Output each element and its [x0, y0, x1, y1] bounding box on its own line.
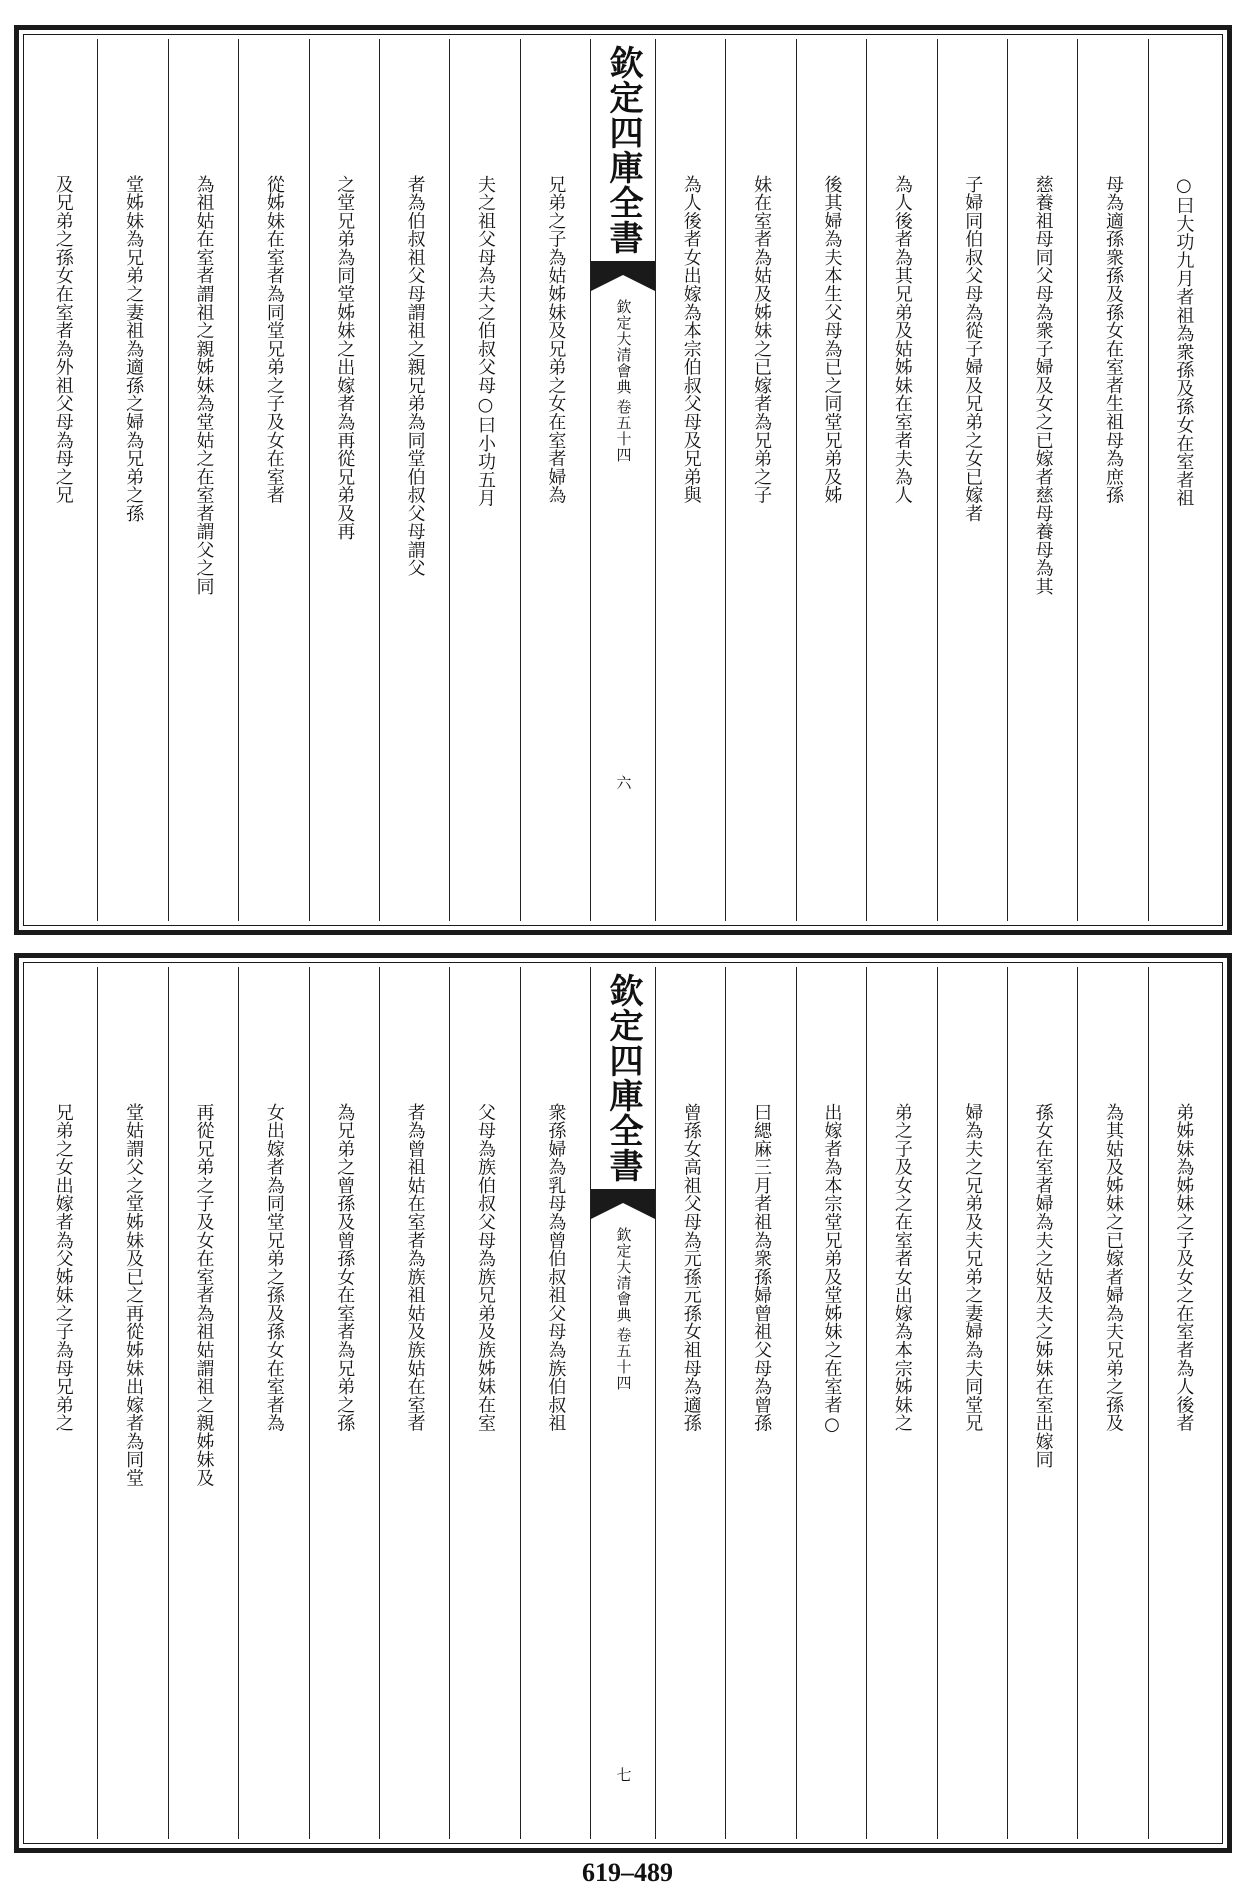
column-text: 之堂兄弟為同堂姊妹之出嫁者為再從兄弟及再	[334, 175, 356, 541]
text-column	[309, 967, 379, 1839]
column-text: 弟之子及女之在室者女出嫁為本宗姊妹之	[891, 1103, 913, 1433]
column-text: 弟姊妹為姊妹之子及女之在室者為人後者	[1173, 1103, 1195, 1433]
column-text: 為人後者為其兄弟及姑姊妹在室者夫為人	[891, 175, 913, 505]
fishtail-mark-icon	[591, 1189, 655, 1223]
page-number: 619–489	[582, 1858, 673, 1887]
bottom-page	[14, 953, 1232, 1853]
text-column	[937, 39, 1007, 921]
text-column	[449, 39, 519, 921]
column-text: 夫之祖父母為夫之伯叔父母○曰小功五月	[474, 175, 496, 508]
column-text: 及兄弟之孫女在室者為外祖父母為母之兄	[52, 175, 74, 505]
text-column	[520, 967, 590, 1839]
column-text: 兄弟之女出嫁者為父姊妹之子為母兄弟之	[52, 1103, 74, 1433]
column-text: 者為伯叔祖父母謂祖之親兄弟為同堂伯叔父母謂父	[404, 175, 426, 578]
column-text: 者為曾祖姑在室者為族祖姑及族姑在室者	[404, 1103, 426, 1433]
text-column	[1148, 967, 1218, 1839]
text-columns	[28, 967, 1218, 1839]
text-column	[1077, 967, 1147, 1839]
text-column	[1007, 39, 1077, 921]
text-column	[449, 967, 519, 1839]
text-column	[655, 967, 725, 1839]
column-text: 母為適孫衆孫及孫女在室者生祖母為庶孫	[1102, 175, 1124, 505]
text-column	[28, 39, 97, 921]
spine-folio: 七	[614, 1767, 633, 1782]
text-column	[520, 39, 590, 921]
text-column	[1007, 967, 1077, 1839]
spine-folio: 六	[614, 775, 633, 790]
text-column	[866, 39, 936, 921]
spine-book-title: 欽定大清會典	[614, 1227, 633, 1323]
top-page	[14, 25, 1232, 935]
column-text: 衆孫婦為乳母為曾伯叔祖父母為族伯叔祖	[545, 1103, 567, 1433]
text-column	[168, 39, 238, 921]
spine-volume: 卷五十四	[614, 399, 633, 463]
spine-title: 欽定四庫全書	[603, 45, 643, 255]
spine-book-title: 欽定大清會典	[614, 299, 633, 395]
column-text: 出嫁者為本宗堂兄弟及堂姊妹之在室者○	[821, 1103, 843, 1436]
column-text: 再從兄弟之子及女在室者為祖姑謂祖之親姊妹及	[193, 1103, 215, 1487]
text-column	[796, 967, 866, 1839]
fishtail-mark-icon	[591, 261, 655, 295]
text-column	[309, 39, 379, 921]
spine-title: 欽定四庫全書	[603, 973, 643, 1183]
column-text: 子婦同伯叔父母為從子婦及兄弟之女已嫁者	[962, 175, 984, 523]
text-column	[238, 967, 308, 1839]
column-text: 為其姑及姊妹之已嫁者婦為夫兄弟之孫及	[1102, 1103, 1124, 1433]
text-column	[1077, 39, 1147, 921]
text-column	[168, 967, 238, 1839]
text-column	[28, 967, 97, 1839]
text-column	[1148, 39, 1218, 921]
text-column	[97, 39, 167, 921]
column-text: 婦為夫之兄弟及夫兄弟之妻婦為夫同堂兄	[962, 1103, 984, 1433]
text-columns	[28, 39, 1218, 921]
column-text: 為祖姑在室者謂祖之親姊妹為堂姑之在室者謂父之同	[193, 175, 215, 596]
column-text: 堂姊妹為兄弟之妻祖為適孫之婦為兄弟之孫	[123, 175, 145, 523]
column-text: 父母為族伯叔父母為族兄弟及族姊妹在室	[474, 1103, 496, 1433]
column-text: 為兄弟之曾孫及曾孫女在室者為兄弟之孫	[334, 1103, 356, 1433]
center-spine	[590, 967, 655, 1839]
center-spine	[590, 39, 655, 921]
text-column	[97, 967, 167, 1839]
text-column	[238, 39, 308, 921]
text-column	[655, 39, 725, 921]
text-column	[796, 39, 866, 921]
text-column	[866, 967, 936, 1839]
column-text: 為人後者女出嫁為本宗伯叔父母及兄弟與	[680, 175, 702, 505]
column-text: 妹在室者為姑及姊妹之已嫁者為兄弟之子	[751, 175, 773, 505]
text-column	[725, 967, 795, 1839]
column-text: ○曰大功九月者祖為衆孫及孫女在室者祖	[1173, 175, 1195, 508]
spine-volume: 卷五十四	[614, 1327, 633, 1391]
column-text: 從姊妹在室者為同堂兄弟之子及女在室者	[263, 175, 285, 505]
column-text: 兄弟之子為姑姊妹及兄弟之女在室者婦為	[545, 175, 567, 505]
text-column	[937, 967, 1007, 1839]
column-text: 曾孫女高祖父母為元孫元孫女祖母為適孫	[680, 1103, 702, 1433]
column-text: 後其婦為夫本生父母為已之同堂兄弟及姊	[821, 175, 843, 505]
text-column	[725, 39, 795, 921]
column-text: 孫女在室者婦為夫之姑及夫之姊妹在室出嫁同	[1032, 1103, 1054, 1469]
column-text: 女出嫁者為同堂兄弟之孫及孫女在室者為	[263, 1103, 285, 1433]
text-column	[379, 967, 449, 1839]
text-column	[379, 39, 449, 921]
column-text: 慈養祖母同父母為衆子婦及女之已嫁者慈母養母為其	[1032, 175, 1054, 596]
column-text: 曰緦麻三月者祖為衆孫婦曾祖父母為曾孫	[751, 1103, 773, 1433]
column-text: 堂姑謂父之堂姊妹及已之再從姊妹出嫁者為同堂	[123, 1103, 145, 1487]
